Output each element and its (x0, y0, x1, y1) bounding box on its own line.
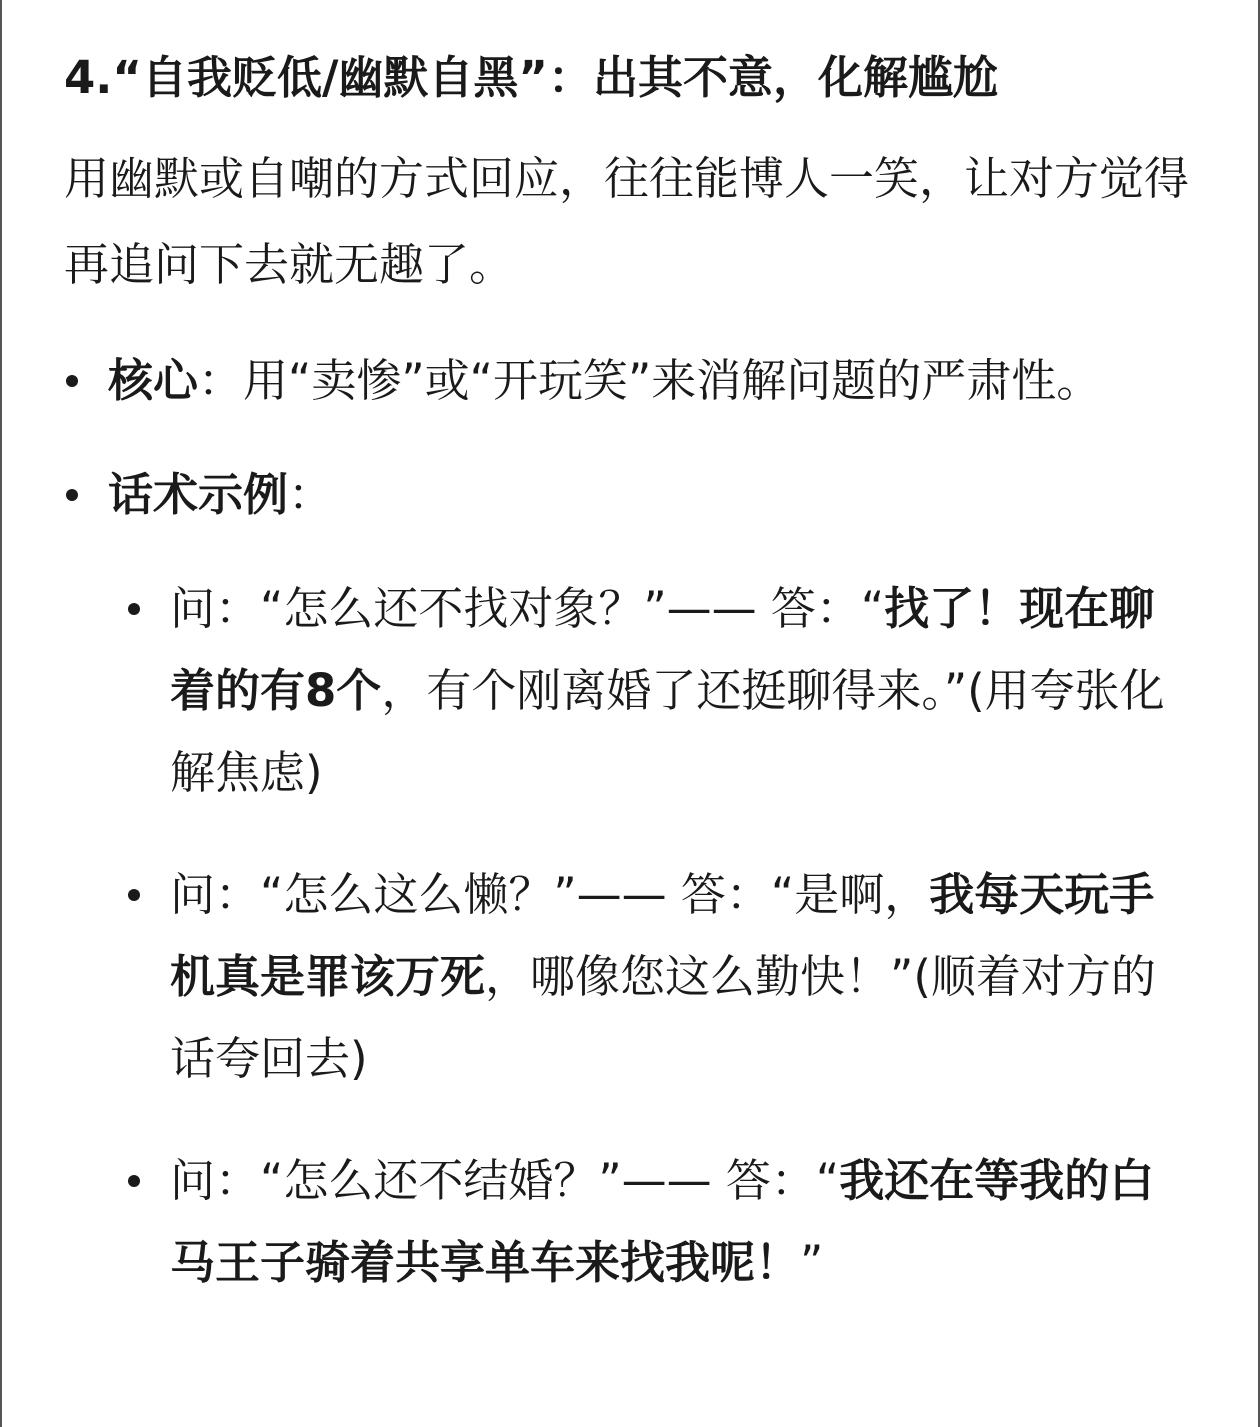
bullet-dot (66, 375, 78, 387)
article-content (64, 40, 1204, 1344)
core-text: 用“卖惨”或“开玩笑”来消解问题的严肃性。 (243, 354, 1102, 407)
list-item-examples (64, 452, 1204, 1304)
example-question: 问：“怎么这么懒？”—— 答：“是啊， (170, 868, 930, 921)
example-answer-rest: ” (800, 1236, 824, 1289)
example-answer-bold: 我每天玩手机真是罪该万死 (170, 868, 1155, 1003)
list-item-core (64, 338, 1204, 424)
section-heading: 4.“自我贬低/幽默自黑”：出其不意，化解尴尬 (64, 51, 998, 104)
core-label: 核心 (108, 354, 199, 407)
example-question: 问：“怎么还不结婚？”—— 答：“ (170, 1154, 840, 1207)
example-item (108, 568, 1170, 814)
bullet-list (64, 338, 1204, 1304)
core-colon: ： (198, 354, 244, 407)
examples-colon: ： (288, 468, 334, 521)
example-answer-bold: 找了！现在聊着的有8个 (170, 582, 1155, 717)
example-question: 问：“怎么还不找对象？”—— 答：“ (170, 582, 885, 635)
example-answer-rest: ，有个刚离婚了还挺聊得来。”(用夸张化解焦虑) (170, 664, 1165, 799)
example-answer-bold: 我还在等我的白马王子骑着共享单车来找我呢！ (170, 1154, 1155, 1289)
sub-bullet-dot (128, 603, 140, 615)
example-item (108, 1140, 1170, 1304)
bullet-dot (66, 489, 78, 501)
intro-paragraph: 用幽默或自嘲的方式回应，往往能博人一笑，让对方觉得再追问下去就无趣了。 (64, 152, 1190, 291)
sub-bullet-dot (128, 889, 140, 901)
example-answer-rest: ，哪像您这么勤快！”(顺着对方的话夸回去) (170, 950, 1156, 1085)
frame-left-border (0, 0, 2, 1427)
sub-bullet-dot (128, 1175, 140, 1187)
example-item (108, 854, 1170, 1100)
examples-list (108, 568, 1204, 1304)
examples-label: 话术示例 (108, 468, 289, 521)
